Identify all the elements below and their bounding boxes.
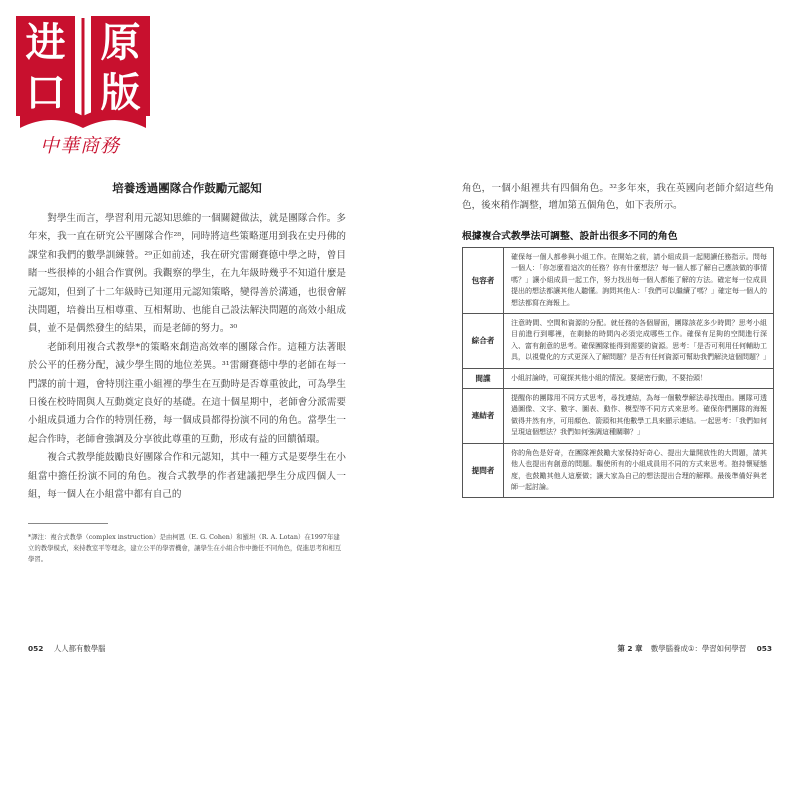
table-row bbox=[463, 314, 774, 369]
table-title: 根據複合式教學法可調整、設計出很多不同的角色 bbox=[462, 231, 678, 242]
chapter-running-head: 數學腦養成①：學習如何學習 bbox=[650, 644, 747, 653]
body-paragraph-2: 老師利用複合式教學*的策略來創造高效率的團隊合作。這種方法著眼於公平的任務分配，減少學生間的地位差異。³¹雷爾賽德中學的老師在每一門課的前十週，會特別注重小組裡的學生在互動時是否尊重彼此，可為學生日後在校時間與人互動奠定良好的基礎。在這十個星期中，老師會分派需要小組成員通力合作的特別任務，每一個成員都得扮演不同的角色。當學生一起合作時，老師會強調及分享彼此尊重的互動，形成有益的回饋循環。 bbox=[28, 341, 346, 445]
badge-char-4: 版 bbox=[100, 70, 141, 116]
role-description: 提醒你的團隊用不同方式思考，尋找連結，為每一個數學解法尋找理由。團隊可透過圖像、文字、數字、圖表、動作、模型等不同方式來思考。確保你們團隊的海報做得井然有序，可用顏色、箭頭和其他數學工具來顯示連結。一起思考：「我們如何呈現這個想法？我們如何強調這種關聯？」 bbox=[504, 389, 774, 444]
body-paragraph-3: 複合式教學能鼓勵良好團隊合作和元認知，其中一種方式是要學生在小組當中擔任扮演不同的角色。複合式教學的作者建議把學生分成四個人一組，每一個人在小組當中都有自己的 bbox=[28, 452, 346, 501]
role-description: 注意時間、空間和資源的分配。就任務的各個層面，團隊該花多少時間？思考小組目前進行到哪裡，在剩餘的時間內必須完成哪些工作。確保有足夠的空間進行深入、富有創意的思考。確保團隊能得到需要的資源。思考：「是否可利用任何輔助工具，以視覺化的方式更深入了解問題？是否有任何資源可幫助我們解決這個問題？」 bbox=[504, 314, 774, 369]
left-page bbox=[28, 180, 346, 565]
body-paragraph-1: 對學生而言，學習利用元認知思維的一個關鍵做法，就是團隊合作。多年來，我一直在研究公平團隊合作²⁸，同時將這些策略運用到我在史丹佛的課堂和我們的數學訓練營。²⁹正如前述，我在研究雷爾賽德中學之時，曾目睹一些很棒的小組合作實例。我觀察的學生，在九年級時幾乎不知道什麼是元認知，但到了十二年級時已知運用元認知策略，變得善於溝通，也很會解決問題，培養出互相尊重、互相幫助、也能自己設法解決問題的高效小組成員，並不是偶然發生的結果，而是老師的努力。³⁰ bbox=[28, 213, 346, 335]
table-row bbox=[463, 248, 774, 314]
brand-name: 中華商務 bbox=[40, 135, 121, 157]
role-description: 確保每一個人都參與小組工作。在開始之前，請小組成員一起閱讀任務指示。問每一個人：「你怎麼看這次的任務？你有什麼想法？每一個人都了解自己應該做的事情嗎？」讓小組成員一起工作，努力找出每一個人都能了解的方法。確定每一位成員提出的想法都讓其他人聽懂。詢問其他人：「我們可以繼續了嗎？」確定每一個人的想法都寫在海報上。 bbox=[504, 248, 774, 314]
chapter-label: 第 2 章 bbox=[617, 644, 643, 653]
right-folio bbox=[617, 643, 772, 654]
role-description: 小組討論時，可窺探其他小組的情況。要絕密行動，不要抬頭！ bbox=[504, 368, 774, 388]
footnote-divider bbox=[28, 523, 108, 524]
role-name: 綜合者 bbox=[463, 314, 504, 369]
right-page bbox=[462, 180, 774, 498]
badge-char-2: 原 bbox=[100, 20, 141, 66]
role-name: 提問者 bbox=[463, 443, 504, 498]
left-folio bbox=[28, 643, 106, 654]
badge-char-3: 口 bbox=[25, 70, 66, 116]
table-row bbox=[463, 443, 774, 498]
page-number-left: 052 bbox=[28, 644, 44, 653]
import-original-edition-badge bbox=[16, 16, 150, 132]
book-title-running-head: 人人都有數學腦 bbox=[53, 644, 106, 653]
page-number-right: 053 bbox=[756, 644, 772, 653]
section-title: 培養透過團隊合作鼓勵元認知 bbox=[112, 181, 262, 195]
role-name: 包容者 bbox=[463, 248, 504, 314]
role-description: 你的角色是好奇，在團隊裡鼓勵大家保持好奇心、提出大量開放性的大問題，請其他人也提出有創意的問題。驅使所有的小組成員用不同的方式來思考。抱持懷疑態度，也鼓勵其他人這麼做；讓大家為自己的想法提出合理的解釋。最後準備好與老師一起討論。 bbox=[504, 443, 774, 498]
role-name: 連結者 bbox=[463, 389, 504, 444]
footnote: *譯注：複合式教學（complex instruction）是由柯恩（E. G. Cohen）和羅坦（R. A. Lotan）在1997年建立的教學模式，來持教室平等理念，建立公平的學習機會，讓學生在小組合作中擔任不同角色，促進思考和相互學習。 bbox=[28, 532, 342, 563]
badge-char-1: 进 bbox=[25, 20, 66, 66]
table-row bbox=[463, 389, 774, 444]
table-row bbox=[463, 368, 774, 388]
role-name: 間諜 bbox=[463, 368, 504, 388]
roles-table bbox=[462, 247, 774, 498]
right-intro-paragraph: 角色，一個小組裡共有四個角色。³²多年來，我在英國向老師介紹這些角色，後來稍作調整，增加第五個角色，如下表所示。 bbox=[462, 183, 774, 211]
